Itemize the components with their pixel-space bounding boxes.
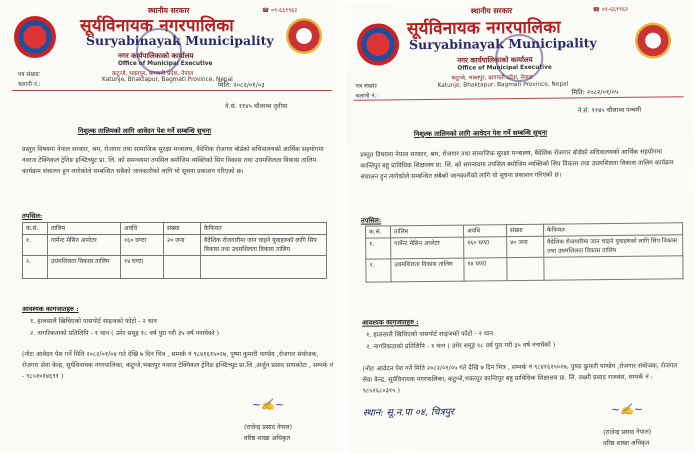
- date-line: मिति: २०८२/०१/०५: [571, 87, 619, 97]
- th-count: संख्या: [506, 224, 543, 236]
- training-table: [365, 222, 684, 282]
- cell-duration: १४ घण्टा: [464, 258, 507, 281]
- address-english: Katunje, Bhaktapur, Bagmati Province, Nepal: [437, 81, 569, 89]
- chalani-label: चलानी नं.:: [18, 82, 41, 88]
- cell-training: उधमशिलता विकास तालिम: [48, 256, 121, 279]
- municipality-logo: [635, 22, 671, 58]
- body-paragraph: प्रस्तुत विषयमा नेपाल सरकार, श्रम, रोजगार तथा सामाजिक सुरक्षा मन्त्रालय, वैदेशिक रोजगार बोर्डको सचिवालयको आर्थिक सहयोगमा नवरज टेक्निकल ट्रेनिङ इन्स्टिच्युट प्रा. लि. को समन्वयमा तपसिल बमोजिम व्यक्तिको सिप विकास तथा उधमशिलता विकास तालिम कार्यक्रम संचालन हुन लागेकोले सम्बन्धित सबैको जानकारीको लागि यो सूचना प्रकाशन गरिएको छ।: [22, 146, 324, 175]
- cell-sn: २.: [366, 259, 391, 282]
- cell-remarks: [544, 256, 683, 280]
- office-stamp: [495, 34, 544, 83]
- office-english: Office of Municipal Executive: [457, 64, 552, 72]
- cell-sn: १.: [366, 238, 391, 259]
- cell-training: गार्मेन्ट मेसिन अपरेटर: [391, 237, 464, 259]
- doc-item-1: १. हालसालै खिचिएको पासपोर्ट साइजको फोटो - २ थान: [366, 330, 494, 339]
- doc-item-2: २. नागरिकताको प्रतिलिपि - १ थान ( उमेर समूह १८ वर्ष पुरा गरी ३५ वर्ष ननाघेको ): [30, 330, 219, 337]
- patra-label: पत्र संख्याः: [355, 83, 378, 90]
- phone-number: ☎ ०१-६६१९६२: [262, 8, 298, 14]
- notice-left: [0, 0, 343, 452]
- cell-count: [507, 257, 544, 280]
- office-nepali: नगर कार्यपालिकाको कार्यालय: [118, 51, 194, 60]
- tapsil-label: तपसिल:: [360, 216, 382, 225]
- chalani-label: चलानी नं.:: [355, 93, 379, 100]
- patra-label: पत्र संख्याः: [18, 72, 40, 78]
- phone-number: ☎ ०१-६६१९६२: [592, 6, 629, 14]
- doc-item-2: २. नागरिकताको प्रतिलिपि - १ थान ( उमेर समूह १८ वर्ष पुरा गरी ३५ वर्ष ननाघेको ): [366, 341, 556, 351]
- th-duration: अवधि: [463, 225, 506, 237]
- office-english: Office of Municipal Executive: [118, 61, 213, 67]
- date-line: मिति: २०८२/०१/०३: [218, 81, 265, 89]
- table-header-row: [23, 223, 327, 235]
- body-paragraph: प्रस्तुत विषयमा नेपाल सरकार, श्रम, रोजगार तथा सामाजिक सुरक्षा मन्त्रालय, वैदेशिक रोजगार बोर्डको सचिवालयको आर्थिक सहयोगमा कान्तिपुर बहु प्राविधिक शिक्षालय प्रा. लि. को समन्वयमा तपसिल बमोजिम व्यक्तिको सिप विकास तथा उधमशिलता विकास तालिम कार्यक्रम संचालन हुन लागेकोले सम्बन्धित सबैको जानकारीको लागि यो सूचना प्रकाशन गरिएको छ।: [360, 148, 674, 181]
- th-count: संख्या: [164, 223, 201, 235]
- municipality-logo: [286, 18, 322, 54]
- signature: ~✍~: [610, 402, 644, 417]
- cell-remarks: [201, 256, 327, 279]
- note-paragraph: (नोटः आवेदन पेश गर्ने मिति २०८२/०१/०५ गते देखि ७ दिन भित्र , सम्पर्क नं ९८४१६१५०२७, पुष्पा कुमारी पाण्डेय ,रोजगार संयोजक, रोजगार सेवा केन्द्र, सूर्यविनायक नगरपालिका, कटुन्जे,भक्तपुर कान्तिपुर बहु प्राविधिक शिक्षालय प्रा. लि. लक्ष्मी प्रसाद राजवंश, सम्पर्क नं : ९८५१६८०३१५ ): [362, 362, 678, 395]
- docs-label: आवश्यक कागजातहरु :: [361, 318, 419, 327]
- header-divider: [12, 90, 332, 91]
- training-table: [22, 222, 327, 279]
- signer-name: (राजेन्द्र प्रसाद नेपाल): [244, 424, 293, 431]
- cell-duration: १४ घण्टा: [121, 256, 164, 279]
- cell-sn: २.: [23, 256, 48, 279]
- cell-sn: १.: [23, 235, 48, 256]
- table-row: [23, 235, 327, 256]
- notice-right: [345, 0, 695, 454]
- emblem-logo: [14, 16, 56, 58]
- cell-remarks: वैदेशिक रोजगारीमा जान चाहने युवाहरुको लागि सिप विकास तथा उधमशिलता विकास तालिम: [201, 235, 327, 256]
- title-english: Suryabinayak Municipality: [409, 35, 597, 53]
- th-remarks: कैफियत: [201, 223, 327, 235]
- doc-item-1: १. हालसालै खिचिएको पासपोर्ट साइजको फोटो - २ थान: [30, 318, 157, 325]
- th-sn: क.सं.: [365, 226, 390, 238]
- signer-title: वरिष्ठ शाखा अधिकृत: [244, 435, 291, 442]
- venue-handwritten: स्थान: सू.न.पा ०४, चित्रपुर: [362, 406, 455, 419]
- cell-count: [164, 256, 201, 279]
- th-duration: अवधि: [121, 223, 164, 235]
- cell-training: उधमशिलता विकास तालिम: [391, 258, 464, 282]
- title-nepali: सूर्यविनायक नगरपालिका: [80, 16, 234, 36]
- title-english: Suryabinayak Municipality: [86, 33, 274, 48]
- docs-label: आवश्यक कागजातहरु :: [22, 305, 79, 313]
- note-paragraph: (नोटः आवेदन पेश गर्ने मिति २०८२/०१/०४ गते देखि ७ दिन भित्र , सम्पर्क नं ९८४१६१५०२७, पुष्पा कुमारी पाण्डेय ,रोजगार संयोजक, रोजगार सेवा केन्द्र, सूर्यविनायक नगरपालिका, कटुन्जे,भक्तपुर नवरज टेक्निकल ट्रेनिङ इन्स्टिच्युट प्रा.लि ,अर्जुन प्रसाद सापकोटा , सम्पर्क नं - ९८५१०१४६९१ ): [22, 351, 333, 380]
- th-remarks: कैफियत: [543, 223, 682, 236]
- govt-line: स्थानीय सरकार: [470, 6, 513, 16]
- table-row: [23, 256, 327, 279]
- signer-name: (राजेन्द्र प्रसाद नेपाल): [603, 428, 652, 437]
- office-stamp: [136, 28, 182, 74]
- address-english: Katunje, Bhaktapur, Bagmati Province, Nepal: [102, 77, 233, 83]
- cell-count: २० जना: [164, 235, 201, 256]
- address-nepali: कटुन्जे, भक्तपुर, बागमती प्रदेश, नेपाल: [451, 74, 533, 82]
- signer-title: वरिष्ठ शाखा अधिकृत: [603, 439, 650, 448]
- table-row: [366, 256, 683, 282]
- office-nepali: नगर कार्यपालिकाको कार्यालय: [457, 54, 533, 65]
- cell-duration: १६० घण्टा: [121, 235, 164, 256]
- subject-line: निशुल्क तालिमको लागि आवेदन पेश गर्ने सम्बन्धि सूचना: [413, 128, 548, 139]
- govt-line: स्थानीय सरकार: [148, 6, 190, 15]
- cell-remarks: वैदेशिक रोजगारीमा जान चाहने युवाहरुको लागि सिप विकास तथा उधमशिलता विकास तालिम: [544, 235, 683, 257]
- nepal-sambat-line: ने.सं. ११४५ चौलाथ्व तृतीया: [225, 103, 288, 110]
- nepal-sambat-line: ने.सं. ११४५ चौलाथ्व पन्चमी: [577, 106, 642, 115]
- cell-duration: १६० घण्टा: [464, 237, 507, 258]
- address-nepali: कटुन्जे, भक्तपुर, बागमती प्रदेश, नेपाल: [112, 71, 194, 77]
- signature: ~✍~: [252, 398, 285, 411]
- th-training: तालिम: [390, 225, 463, 238]
- tapsil-label: तपसिल:: [22, 212, 43, 220]
- title-nepali: सूर्यविनायक नगरपालिका: [406, 17, 561, 40]
- header-divider: [354, 96, 684, 100]
- subject-line: निशुल्क तालिमको लागि आवेदन पेश गर्ने सम्बन्धि सूचना: [78, 127, 212, 135]
- th-training: तालिम: [48, 223, 121, 235]
- th-sn: क.सं.: [23, 223, 48, 235]
- cell-count: ४० जना: [507, 236, 544, 257]
- cell-training: गार्मेन्ट मेसिन अपरेटर: [48, 235, 121, 256]
- emblem-logo: [357, 23, 399, 65]
